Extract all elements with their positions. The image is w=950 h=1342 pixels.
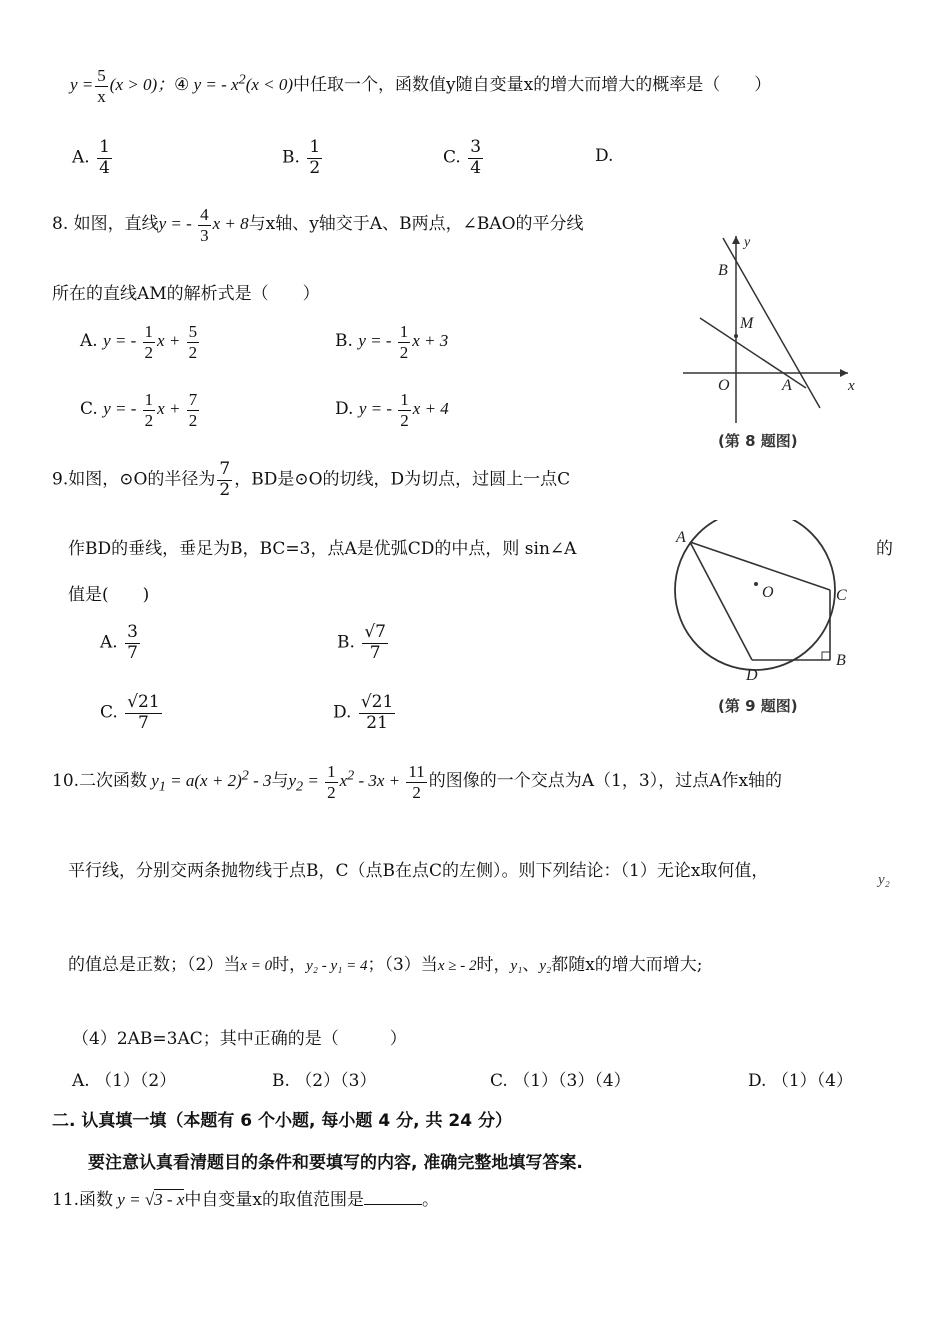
q10-option-a: A. （1）（2） xyxy=(72,1071,177,1091)
q8-option-c: C. y = - $\frac{1}{2}$ x + $\frac{7}{2}$ xyxy=(80,390,198,430)
q8-label-y: y xyxy=(744,235,751,250)
q9-line-2-tail: 的 xyxy=(876,539,893,559)
q10-option-d: D. （1）（4） xyxy=(748,1071,853,1091)
q10-y2: $y_2$ = $\frac{1}{2}$ $x^2 - 3x$ + $\frac{11}{2}$ xyxy=(288,762,425,802)
q8-text-a: 如图，直线 xyxy=(73,213,159,234)
q9-figure-caption: (第 9 题图) xyxy=(718,697,798,715)
q9-line-3: 值是( ) xyxy=(68,585,150,605)
q7-option-c: C. $\frac{3}{4}$ xyxy=(443,137,482,178)
section2-note: 要注意认真看清题目的条件和要填写的内容, 准确完整地填写答案. xyxy=(88,1153,583,1173)
q9-option-c: C. $\frac{√21}{7}$ xyxy=(100,692,160,733)
q8-option-d: D. y = - $\frac{1}{2}$ x + 4 xyxy=(335,390,449,430)
q7-func3: y = $\frac{5}{x}$ (x > 0)； xyxy=(70,66,175,106)
q7-question-text: 中任取一个，函数值y随自变量x的增大而增大的概率是（ ） xyxy=(293,74,772,95)
q10-number: 10. xyxy=(52,770,80,791)
q7-option-d: D. xyxy=(595,146,614,166)
q8-line-eq: y = - $\frac{4}{3}$ x + 8 xyxy=(158,205,249,245)
q8-diagram xyxy=(678,228,878,458)
q10-y1: $y_1 = a(x + 2)^2 - 3$ xyxy=(147,767,272,795)
q11-line: 11.函数 y = √3 - x中自变量x的取值范围是 。 xyxy=(52,1190,439,1210)
q8-option-a: A. y = - $\frac{1}{2}$ x + $\frac{5}{2}$ xyxy=(80,322,198,362)
q7-option-a: A. $\frac{1}{4}$ xyxy=(72,137,110,178)
q9-line-1: 9.如图，⊙O的半径为 $\frac{7}{2}$ ，BD是⊙O的切线，D为切点，过圆上一点C xyxy=(52,459,571,500)
q7-option-b: B. $\frac{1}{2}$ xyxy=(282,137,321,178)
section2-title: 二. 认真填一填（本题有 6 个小题, 每小题 4 分, 共 24 分） xyxy=(52,1111,512,1131)
q8-line-2: 所在的直线AM的解析式是（ ） xyxy=(52,284,320,304)
q8-label-x: x xyxy=(848,378,855,394)
q7-func4: y = - $x^2(x < 0)$ xyxy=(189,71,294,94)
q9-option-b: B. $\frac{√7}{7}$ xyxy=(337,622,386,663)
q10-line-1: 10.二次函数 $y_1 = a(x + 2)^2 - 3$与$y_2$ = $\frac{1}{2}$ $x^2 - 3x$ + $\frac{11}{2}$ 的图像的一个交点为A（1，3），过点A作x轴的 xyxy=(52,762,783,802)
q10-line-4: （4）2AB=3AC；其中正确的是（ ） xyxy=(72,1029,407,1049)
q10-cond-y2: y₂ xyxy=(539,958,552,974)
q9-radius: $\frac{7}{2}$ xyxy=(219,459,231,500)
q10-cond-x: x ≥ - 2 xyxy=(437,958,477,974)
q8-label-b: B xyxy=(718,262,728,279)
q8-option-b: B. y = - $\frac{1}{2}$ x + 3 xyxy=(335,322,449,362)
q10-cond-y1: y₁ xyxy=(510,958,523,974)
q10-line-3: 的值总是正数；（2）当x = 0时，y₂ - y₁ = 4；（3）当x ≥ - 2时，y₁、y₂都随x的增大而增大; xyxy=(68,955,703,975)
q9-figure xyxy=(660,520,870,720)
q8-figure-caption: (第 8 题图) xyxy=(718,432,798,450)
q11-expr: y = √3 - x xyxy=(113,1190,185,1209)
q10-option-b: B. （2）（3） xyxy=(272,1071,377,1091)
q8-text-b: 与x轴、y轴交于A、B两点，∠BAO的平分线 xyxy=(248,213,584,234)
q8-figure xyxy=(678,228,878,458)
q10-option-c: C. （1）（3）（4） xyxy=(490,1071,631,1091)
q9-label-a: A xyxy=(676,529,686,546)
q9-option-d: D. $\frac{√21}{21}$ xyxy=(333,692,394,733)
q9-line-2: 作BD的垂线，垂足为B，BC=3，点A是优弧CD的中点，则 sin∠A xyxy=(68,539,577,559)
q8-line-1 xyxy=(52,205,584,245)
q10-cond-x0: x = 0 xyxy=(240,958,273,974)
q8-label-o: O xyxy=(718,377,730,394)
q8-label-a: A xyxy=(782,377,792,394)
q9-option-a: A. $\frac{3}{7}$ xyxy=(100,622,138,663)
q10-line-2-tail: y₂ xyxy=(878,872,890,888)
q9-number: 9. xyxy=(52,469,69,490)
q9-label-c: C xyxy=(836,587,847,604)
q9-label-d: D xyxy=(746,667,758,684)
q8-number: 8. xyxy=(52,213,69,234)
q9-diagram xyxy=(660,520,870,720)
q10-line-2: 平行线，分别交两条抛物线于点B，C（点B在点C的左侧）。则下列结论：（1）无论x取何值， xyxy=(68,861,769,881)
q9-label-o: O xyxy=(762,584,774,601)
q10-cond-diff: y₂ - y₁ = 4 xyxy=(306,958,368,974)
q11-answer-blank[interactable] xyxy=(364,1190,422,1205)
q7-line xyxy=(70,66,771,106)
q9-label-b: B xyxy=(836,652,846,669)
q8-label-m: M xyxy=(740,315,754,332)
q7-func4-mark: ④ xyxy=(174,74,190,95)
q11-number: 11. xyxy=(52,1190,80,1210)
